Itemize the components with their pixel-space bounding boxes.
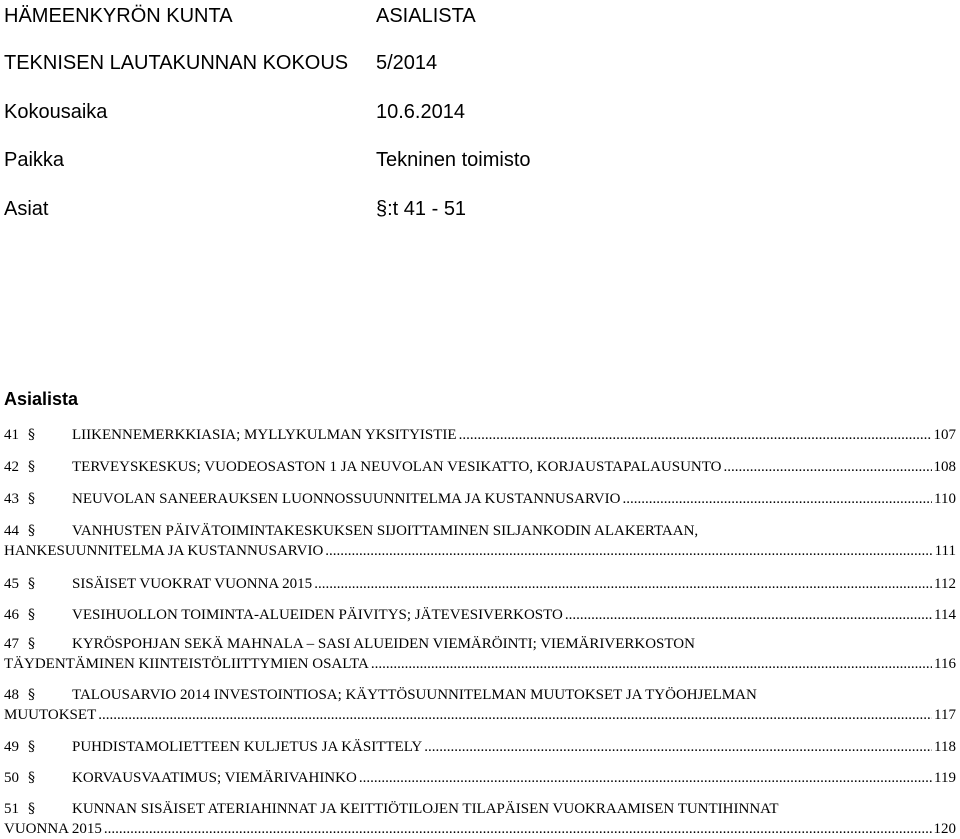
section-symbol: § <box>28 459 35 475</box>
agenda-item-51 <box>4 799 956 819</box>
agenda-item-page: 110 <box>934 491 956 507</box>
dot-leader <box>325 541 932 561</box>
agenda-item-47-continued <box>4 654 956 674</box>
agenda-item-page: 108 <box>933 459 956 475</box>
agenda-item-48-continued <box>4 705 956 725</box>
agenda-item-number: 44 <box>4 523 19 539</box>
dot-leader <box>104 819 932 839</box>
agenda-item-title: SISÄISET VUOKRAT VUONNA 2015 <box>72 576 313 592</box>
agenda-item-page: 118 <box>934 739 956 755</box>
section-symbol: § <box>28 523 35 539</box>
agenda-item-title: KUNNAN SISÄISET ATERIAHINNAT JA KEITTIÖTILOJEN TILAPÄISEN VUOKRAAMISEN TUNTIHINNAT <box>72 801 779 817</box>
meeting-number: 5/2014 <box>376 52 438 74</box>
agenda-item-page: 119 <box>934 770 956 786</box>
agenda-item-47 <box>4 634 956 654</box>
agenda-item-42 <box>4 457 956 477</box>
agenda-item-50 <box>4 768 956 788</box>
agenda-item-page: 112 <box>934 576 956 592</box>
section-symbol: § <box>28 576 35 592</box>
agenda-item-page: 117 <box>934 707 956 723</box>
section-symbol: § <box>28 801 35 817</box>
committee-meeting: TEKNISEN LAUTAKUNNAN KOKOUS <box>4 52 349 74</box>
agenda-item-page: 116 <box>934 656 956 672</box>
agenda-item-title: PUHDISTAMOLIETTEEN KULJETUS JA KÄSITTELY <box>72 739 423 755</box>
dot-leader <box>359 768 932 788</box>
agenda-item-45 <box>4 574 956 594</box>
meeting-time-label: Kokousaika <box>4 101 108 123</box>
agenda-item-number: 50 <box>4 770 19 786</box>
dot-leader <box>314 574 932 594</box>
agenda-item-number: 41 <box>4 427 19 443</box>
meeting-time-value: 10.6.2014 <box>376 101 465 123</box>
dot-leader <box>371 654 932 674</box>
items-range: §:t 41 - 51 <box>376 198 467 220</box>
municipality-name: HÄMEENKYRÖN KUNTA <box>4 5 233 27</box>
agenda-item-page: 107 <box>933 427 956 443</box>
agenda-item-44 <box>4 521 956 541</box>
dot-leader <box>622 489 932 509</box>
agenda-item-title: KYRÖSPOHJAN SEKÄ MAHNALA – SASI ALUEIDEN VIEMÄRÖINTI; VIEMÄRIVERKOSTON <box>72 636 695 652</box>
agenda-item-43 <box>4 489 956 509</box>
agenda-item-title-continued: MUUTOKSET <box>4 707 97 723</box>
section-symbol: § <box>28 636 35 652</box>
agenda-item-number: 46 <box>4 607 19 623</box>
agenda-item-page: 111 <box>934 543 956 559</box>
meeting-place-value: Tekninen toimisto <box>376 149 531 171</box>
section-symbol: § <box>28 607 35 623</box>
agenda-item-48 <box>4 685 956 705</box>
agenda-item-41 <box>4 425 956 445</box>
agenda-item-page: 120 <box>933 821 956 837</box>
agenda-item-title-continued: VUONNA 2015 <box>4 821 102 837</box>
agenda-item-number: 48 <box>4 687 19 703</box>
agenda-item-title-continued: TÄYDENTÄMINEN KIINTEISTÖLIITTYMIEN OSALTA <box>4 656 369 672</box>
agenda-item-number: 51 <box>4 801 19 817</box>
agenda-item-title: LIIKENNEMERKKIASIA; MYLLYKULMAN YKSITYISTIE <box>72 427 457 443</box>
section-symbol: § <box>28 427 35 443</box>
agenda-item-51-continued <box>4 819 956 839</box>
agenda-item-number: 47 <box>4 636 19 652</box>
dot-leader <box>459 425 932 445</box>
dot-leader <box>565 605 932 625</box>
agenda-item-44-continued <box>4 541 956 561</box>
agenda-item-title: TERVEYSKESKUS; VUODEOSASTON 1 JA NEUVOLAN VESIKATTO, KORJAUSTAPALAUSUNTO <box>72 459 722 475</box>
agenda-item-number: 45 <box>4 576 19 592</box>
agenda-item-title-continued: HANKESUUNNITELMA JA KUSTANNUSARVIO <box>4 543 324 559</box>
section-symbol: § <box>28 687 35 703</box>
agenda-item-page: 114 <box>934 607 956 623</box>
dot-leader <box>98 705 932 725</box>
agenda-item-number: 49 <box>4 739 19 755</box>
agenda-item-title: VESIHUOLLON TOIMINTA-ALUEIDEN PÄIVITYS; JÄTEVESIVERKOSTO <box>72 607 563 623</box>
agenda-item-title: KORVAUSVAATIMUS; VIEMÄRIVAHINKO <box>72 770 357 786</box>
agenda-item-title: NEUVOLAN SANEERAUKSEN LUONNOSSUUNNITELMA JA KUSTANNUSARVIO <box>72 491 621 507</box>
agenda-item-49 <box>4 737 956 757</box>
document-type: ASIALISTA <box>376 5 476 27</box>
dot-leader <box>424 737 932 757</box>
agenda-item-46 <box>4 605 956 625</box>
dot-leader <box>723 457 931 477</box>
agenda-item-title: TALOUSARVIO 2014 INVESTOINTIOSA; KÄYTTÖSUUNNITELMAN MUUTOKSET JA TYÖOHJELMAN <box>72 687 757 703</box>
items-label: Asiat <box>4 198 49 220</box>
section-symbol: § <box>28 770 35 786</box>
agenda-heading: Asialista <box>4 389 79 409</box>
section-symbol: § <box>28 739 35 755</box>
agenda-item-number: 42 <box>4 459 19 475</box>
meeting-place-label: Paikka <box>4 149 65 171</box>
section-symbol: § <box>28 491 35 507</box>
agenda-item-title: VANHUSTEN PÄIVÄTOIMINTAKESKUKSEN SIJOITTAMINEN SILJANKODIN ALAKERTAAN, <box>72 523 699 539</box>
agenda-item-number: 43 <box>4 491 19 507</box>
